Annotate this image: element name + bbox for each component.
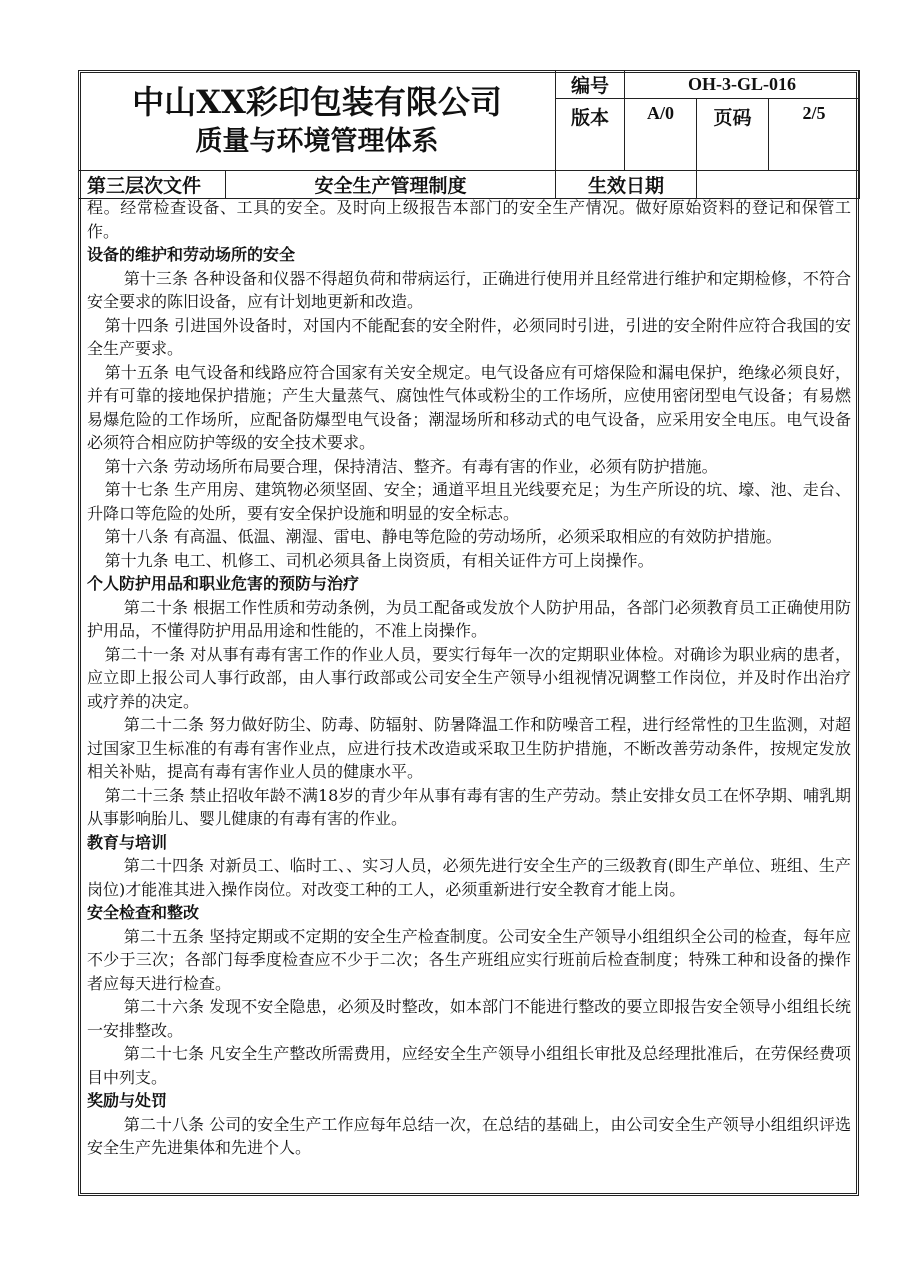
article-paragraph: 第二十三条 禁止招收年龄不满18岁的青少年从事有毒有害的生产劳动。禁止安排女员工在怀孕期、哺乳期从事影响胎儿、婴儿健康的有毒有害的作业。: [87, 785, 851, 828]
version-label: 版本: [556, 99, 625, 171]
company-name: 中山XX彩印包装有限公司: [132, 82, 502, 121]
document-level: 第三层次文件: [79, 171, 226, 199]
article-paragraph: 第二十八条 公司的安全生产工作应每年总结一次，在总结的基础上，由公司安全生产领导小组组织评选安全生产先进集体和先进个人。: [87, 1114, 851, 1157]
section-heading: 设备的维护和劳动场所的安全: [87, 245, 296, 264]
article-paragraph: 第二十六条 发现不安全隐患，必须及时整改，如本部门不能进行整改的要立即报告安全领导小组组长统一安排整改。: [87, 997, 851, 1040]
document-header-table: [78, 70, 860, 199]
effective-date-value: [697, 171, 860, 199]
version-value: A/0: [625, 99, 697, 171]
code-label: 编号: [556, 71, 625, 99]
management-system-title: 质量与环境管理体系: [195, 125, 439, 157]
page-value: 2/5: [769, 99, 860, 171]
article-paragraph: 第十三条 各种设备和仪器不得超负荷和带病运行，正确进行使用并且经常进行维护和定期检修，不符合安全要求的陈旧设备，应有计划地更新和改造。: [87, 268, 851, 311]
article-paragraph: 第十九条 电工、机修工、司机必须具备上岗资质，有相关证件方可上岗操作。: [104, 550, 654, 570]
article-paragraph: 第二十四条 对新员工、临时工、、实习人员，必须先进行安全生产的三级教育(即生产单位、班组、生产岗位)才能准其进入操作岗位。对改变工种的工人，必须重新进行安全教育才能上岗。: [87, 856, 851, 899]
document-title: 安全生产管理制度: [226, 171, 556, 199]
article-paragraph: 第十六条 劳动场所布局要合理，保持清洁、整齐。有毒有害的作业，必须有防护措施。: [104, 456, 718, 476]
section-heading: 教育与培训: [87, 832, 168, 852]
article-paragraph: 第十七条 生产用房、建筑物必须坚固、安全；通道平坦且光线要充足；为生产所设的坑、壕、池、走台、升降口等危险的处所，要有安全保护设施和明显的安全标志。: [87, 480, 851, 523]
document-body: [87, 196, 851, 1160]
company-cell: [79, 71, 556, 171]
section-heading: 安全检查和整改: [87, 903, 200, 922]
article-paragraph: 第二十一条 对从事有毒有害工作的作业人员，要实行每年一次的定期职业体检。对确诊为职业病的患者，应立即上报公司人事行政部，由人事行政部或公司安全生产领导小组视情况调整工作岗位，并及时作出治疗或疗养的决定。: [87, 644, 851, 711]
section-heading: 个人防护用品和职业危害的预防与治疗: [87, 574, 360, 593]
article-paragraph: 第十五条 电气设备和线路应符合国家有关安全规定。电气设备应有可熔保险和漏电保护，绝缘必须良好，并有可靠的接地保护措施；产生大量蒸气、腐蚀性气体或粉尘的工作场所，应使用密闭型电气设备；有易燃易爆危险的工作场所，应配备防爆型电气设备；潮湿场所和移动式的电气设备，应采用安全电压。电气设备必须符合相应防护等级的安全技术要求。: [87, 362, 851, 452]
effective-date-label: 生效日期: [556, 171, 697, 199]
section-heading: 奖励与处罚: [87, 1091, 168, 1110]
code-value: OH-3-GL-016: [625, 71, 860, 99]
article-paragraph: 第二十二条 努力做好防尘、防毒、防辐射、防暑降温工作和防噪音工程，进行经常性的卫生监测，对超过国家卫生标准的有毒有害作业点，应进行技术改造或采取卫生防护措施，不断改善劳动条件，按规定发放相关补贴，提高有毒有害作业人员的健康水平。: [87, 715, 851, 781]
article-paragraph: 第二十条 根据工作性质和劳动条例，为员工配备或发放个人防护用品，各部门必须教育员工正确使用防护用品，不懂得防护用品用途和性能的，不准上岗操作。: [87, 597, 851, 640]
article-paragraph: 第十四条 引进国外设备时，对国内不能配套的安全附件，必须同时引进，引进的安全附件应符合我国的安全生产要求。: [87, 315, 851, 358]
article-paragraph: 第二十五条 坚持定期或不定期的安全生产检查制度。公司安全生产领导小组组织全公司的检查，每年应不少于三次；各部门每季度检查应不少于二次；各生产班组应实行班前后检查制度；特殊工种和设备的操作者应每天进行检查。: [87, 926, 851, 993]
article-paragraph: 第二十七条 凡安全生产整改所需费用，应经安全生产领导小组组长审批及总经理批准后，在劳保经费项目中列支。: [87, 1044, 851, 1087]
article-paragraph: 第十八条 有高温、低温、潮湿、雷电、静电等危险的劳动场所，必须采取相应的有效防护措施。: [104, 527, 782, 546]
page-label: 页码: [697, 99, 769, 171]
article-paragraph: 程。经常检查设备、工具的安全。及时向上级报告本部门的安全生产情况。做好原始资料的登记和保管工作。: [87, 198, 851, 241]
